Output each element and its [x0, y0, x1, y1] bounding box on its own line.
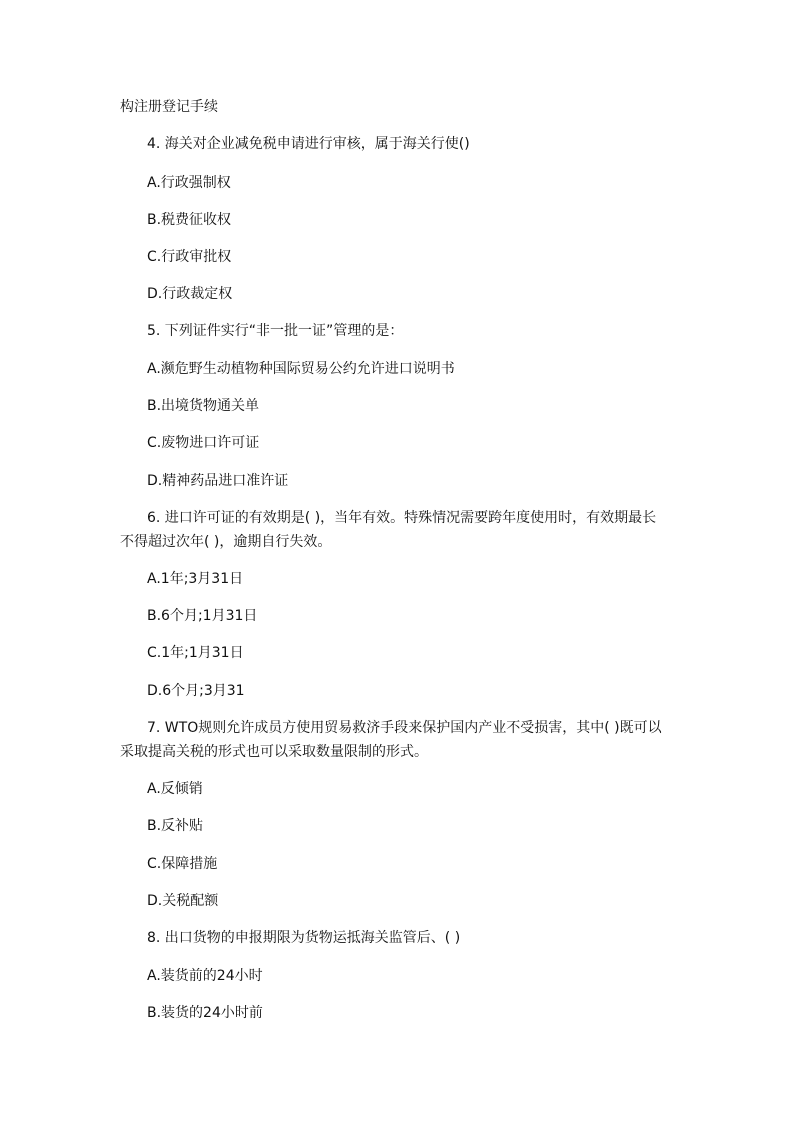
question-4-option-b: B.税费征收权	[147, 212, 232, 228]
question-5-option-c: C.废物进口许可证	[147, 435, 260, 451]
question-6-option-a: A.1年;3月31日	[147, 571, 244, 587]
question-6-option-d: D.6个月;3月31	[147, 683, 245, 699]
question-6-option-c: C.1年;1月31日	[147, 645, 244, 661]
question-6-option-b: B.6个月;1月31日	[147, 608, 258, 624]
question-7-stem-line-1: 7. WTO规则允许成员方使用贸易救济手段来保护国内产业不受损害，其中( )既可以	[147, 720, 662, 736]
question-6-stem-line-2: 不得超过次年( )，逾期自行失效。	[120, 534, 332, 550]
question-8-option-a: A.装货前的24小时	[147, 968, 263, 984]
question-4-stem: 4. 海关对企业减免税申请进行审核，属于海关行使()	[147, 136, 470, 152]
question-7-option-d: D.关税配额	[147, 893, 219, 909]
intro-text: 构注册登记手续	[120, 99, 218, 115]
question-5-option-b: B.出境货物通关单	[147, 398, 260, 414]
question-5-option-d: D.精神药品进口准许证	[147, 473, 289, 489]
question-6-stem-line-1: 6. 进口许可证的有效期是( )，当年有效。特殊情况需要跨年度使用时，有效期最长	[147, 510, 657, 526]
question-4-option-c: C.行政审批权	[147, 249, 232, 265]
question-5-option-a: A.濒危野生动植物种国际贸易公约允许进口说明书	[147, 361, 455, 377]
question-7-option-a: A.反倾销	[147, 781, 203, 797]
question-7-stem-line-2: 采取提高关税的形式也可以采取数量限制的形式。	[120, 744, 428, 760]
question-8-option-b: B.装货的24小时前	[147, 1005, 263, 1021]
question-4-option-a: A.行政强制权	[147, 175, 231, 191]
question-7-option-b: B.反补贴	[147, 818, 204, 834]
question-8-stem: 8. 出口货物的申报期限为货物运抵海关监管后、( )	[147, 930, 461, 946]
question-5-stem: 5. 下列证件实行“非一批一证”管理的是：	[147, 323, 404, 339]
question-4-option-d: D.行政裁定权	[147, 286, 233, 302]
question-7-option-c: C.保障措施	[147, 856, 218, 872]
